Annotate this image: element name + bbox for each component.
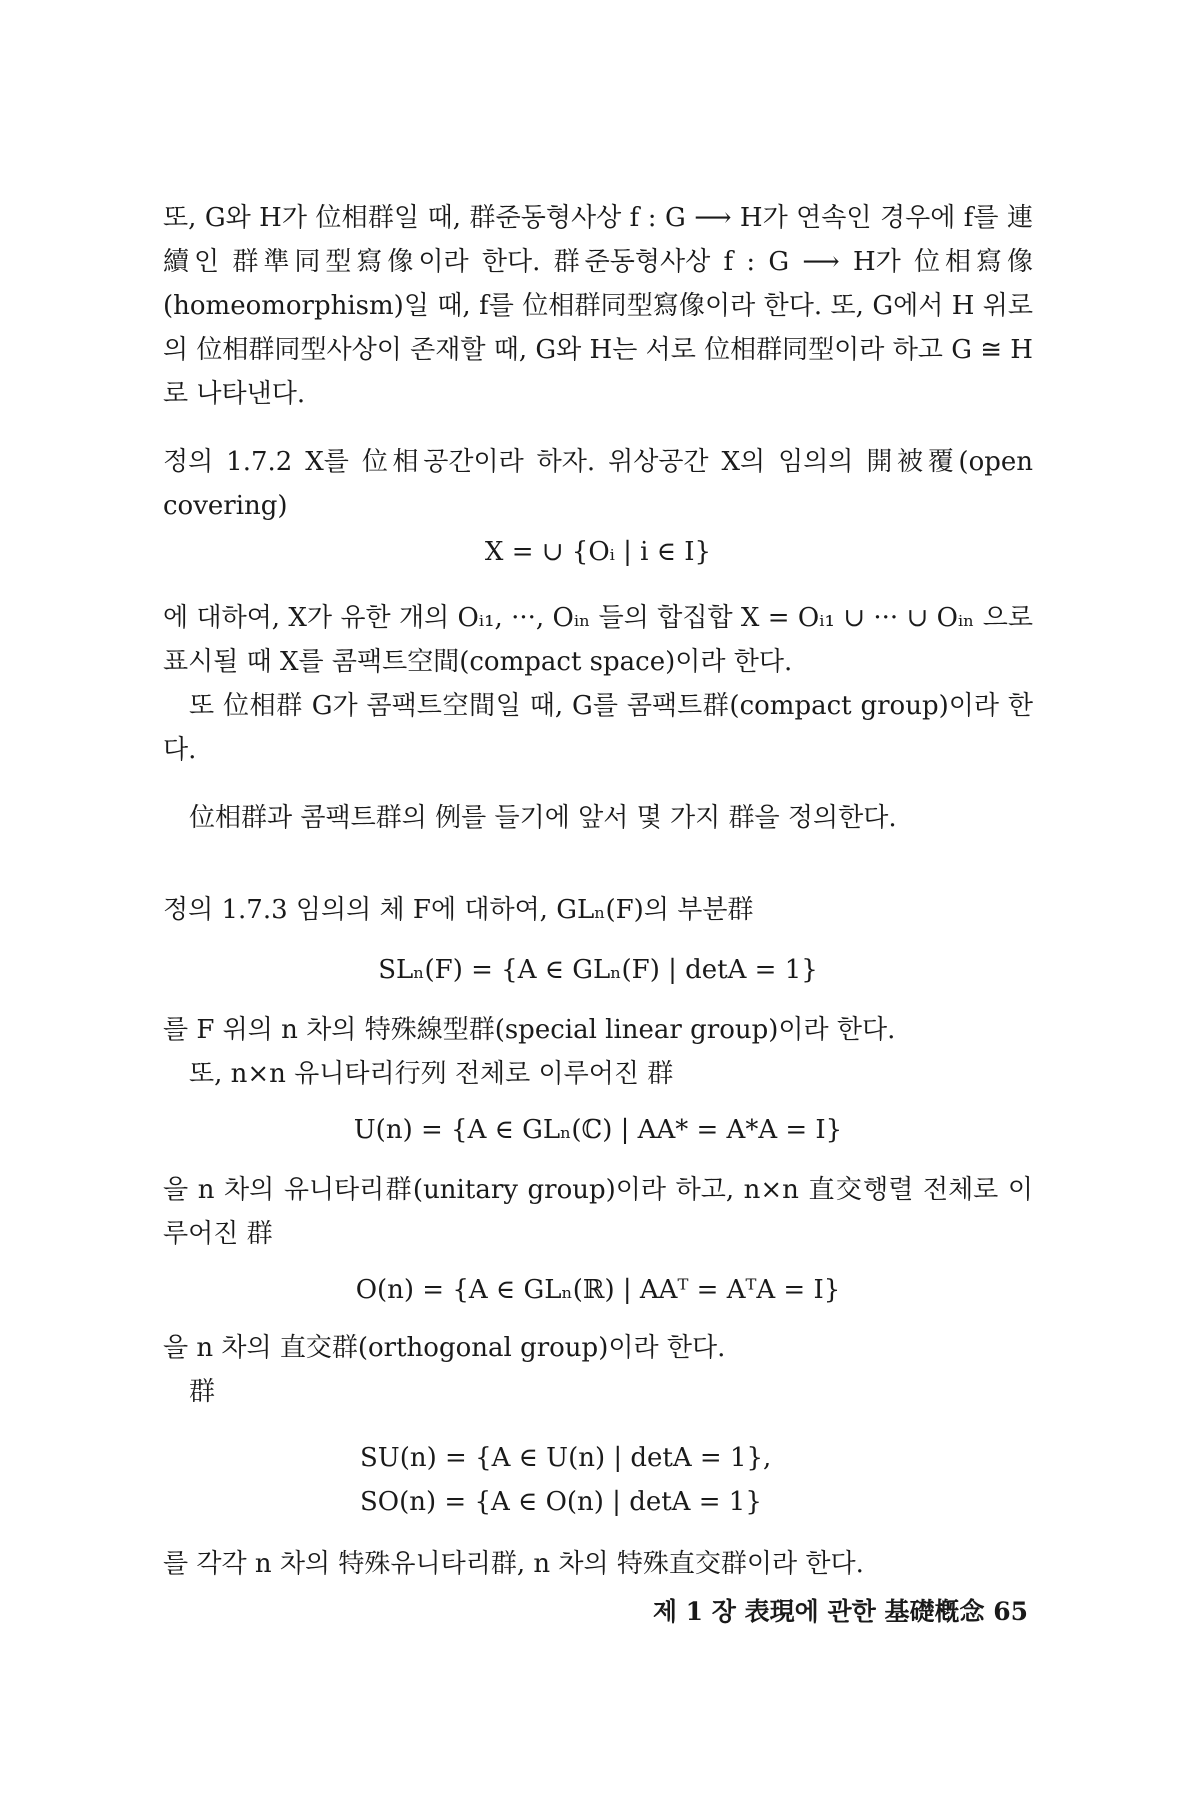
paragraph-compact-space: 에 대하여, X가 유한 개의 Oᵢ₁, ···, Oᵢₙ 들의 합집합 X = Oᵢ₁ ∪ ··· ∪ Oᵢₙ 으로 표시될 때 X를 콤팩트空間(compact space)이라 한다. [163, 603, 1033, 677]
paragraph-group-isomorphism: 또, G와 H가 位相群일 때, 群준동형사상 f : G ⟶ H가 연속인 경우에 f를 連續인 群準同型寫像이라 한다. 群준동형사상 f : G ⟶ H가 位相寫像(homeomorphism)일 때, f를 位相群同型寫像이라 한다. 또, G에서 H 위로의 位相群同型사상이 존재할 때, G와 H는 서로 位相群同型이라 하고 G ≅ H로 나타낸다. [163, 203, 1034, 409]
definition-1-7-2: 정의 1.7.2 X를 位相공간이라 하자. 위상공간 X의 임의의 開被覆(open covering) [163, 447, 1033, 521]
paragraph-unitary-matrices: 또, n×n 유니타리行列 전체로 이루어진 群 [189, 1059, 674, 1089]
paragraph-groups: 群 [189, 1377, 216, 1407]
definition-1-7-3: 정의 1.7.3 임의의 체 F에 대하여, GLₙ(F)의 부분群 [163, 895, 754, 925]
equation-open-covering: X = ∪ {Oᵢ | i ∈ I} [484, 537, 712, 567]
paragraph-special-groups: 를 각각 n 차의 特殊유니타리群, n 차의 特殊直交群이라 한다. [163, 1549, 864, 1579]
equation-special-linear: SLₙ(F) = {A ∈ GLₙ(F) | detA = 1} [378, 955, 818, 985]
equation-orthogonal: O(n) = {A ∈ GLₙ(ℝ) | AAᵀ = AᵀA = I} [355, 1275, 841, 1305]
paragraph-orthogonal-group: 을 n 차의 直交群(orthogonal group)이라 한다. [163, 1333, 726, 1363]
equation-special-orthogonal: SO(n) = {A ∈ O(n) | detA = 1} [360, 1487, 762, 1517]
paragraph-compact-group: 또 位相群 G가 콤팩트空間일 때, G를 콤팩트群(compact group)이라 한다. [163, 691, 1033, 765]
paragraph-examples-intro: 位相群과 콤팩트群의 例를 들기에 앞서 몇 가지 群을 정의한다. [189, 803, 897, 833]
page-footer: 제 1 장 表現에 관한 基礎槪念 65 [652, 1597, 1028, 1626]
paragraph-unitary-group: 을 n 차의 유니타리群(unitary group)이라 하고, n×n 直交행렬 전체로 이루어진 群 [163, 1175, 1033, 1249]
paragraph-special-linear-group: 를 F 위의 n 차의 特殊線型群(special linear group)이라 한다. [163, 1015, 896, 1045]
equation-special-unitary: SU(n) = {A ∈ U(n) | detA = 1}, [360, 1443, 772, 1473]
equation-unitary: U(n) = {A ∈ GLₙ(ℂ) | AA* = A*A = I} [353, 1115, 843, 1145]
